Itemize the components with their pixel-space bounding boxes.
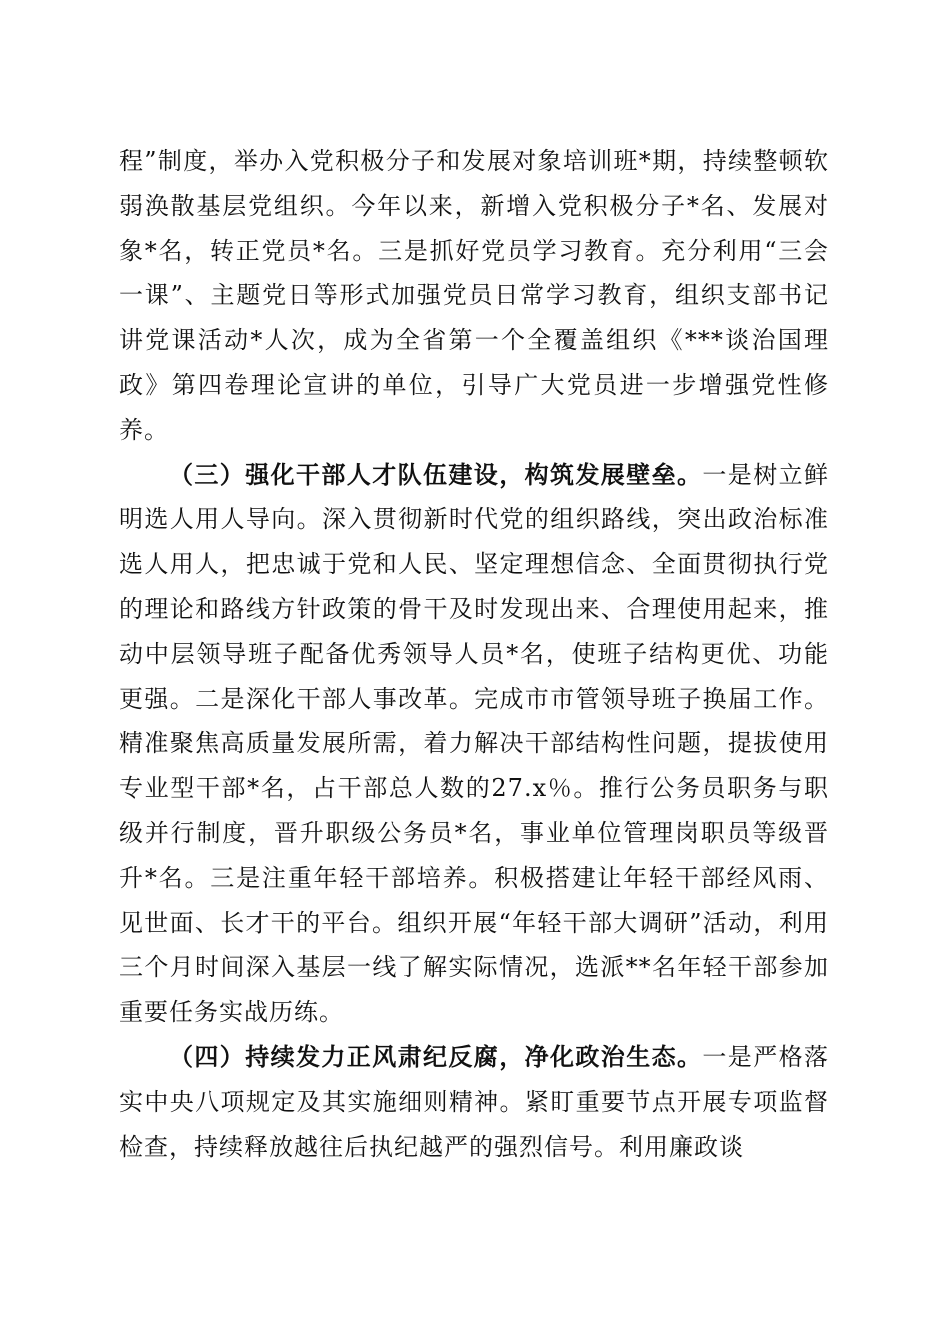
section-heading-four: （四）持续发力正风肃纪反腐，净化政治生态。 — [169, 1041, 703, 1071]
paragraph-section-three — [119, 453, 829, 1035]
paragraph-section-four — [119, 1035, 829, 1169]
document-body — [119, 139, 829, 1169]
section-heading-three: （三）强化干部人才队伍建设，构筑发展壁垒。 — [169, 459, 703, 489]
paragraph-text: 一是树立鲜明选人用人导向。深入贯彻新时代党的组织路线，突出政治标准选人用人，把忠诚于党和人民、坚定理想信念、全面贯彻执行党的理论和路线方针政策的骨干及时发现出来、合理使用起来，推动中层领导班子配备优秀领导人员*名，使班子结构更优、功能更强。二是深化干部人事改革。完成市市管领导班子换届工作。精准聚焦高质量发展所需，着力解决干部结构性问题，提拔使用专业型干部*名，占干部总人数的27.x％。推行公务员职务与职级并行制度，晋升职级公务员*名，事业单位管理岗职员等级晋升*名。三是注重年轻干部培养。积极搭建让年轻干部经风雨、见世面、长才干的平台。组织开展“年轻干部大调研”活动，利用三个月时间深入基层一线了解实际情况，选派**名年轻干部参加重要任务实战历练。 — [119, 460, 830, 1027]
paragraph-text: 一是严格落实中央八项规定及其实施细则精神。紧盯重要节点开展专项监督检查，持续释放越往后执纪越严的强烈信号。利用廉政谈 — [119, 1042, 830, 1161]
paragraph-continuation — [119, 139, 829, 453]
paragraph-text: 程”制度，举办入党积极分子和发展对象培训班*期，持续整顿软弱涣散基层党组织。今年以来，新增入党积极分子*名、发展对象*名，转正党员*名。三是抓好党员学习教育。充分利用“三会一课”、主题党日等形式加强党员日常学习教育，组织支部书记讲党课活动*人次，成为全省第一个全覆盖组织《***谈治国理政》第四卷理论宣讲的单位，引导广大党员进一步增强党性修养。 — [119, 147, 829, 444]
